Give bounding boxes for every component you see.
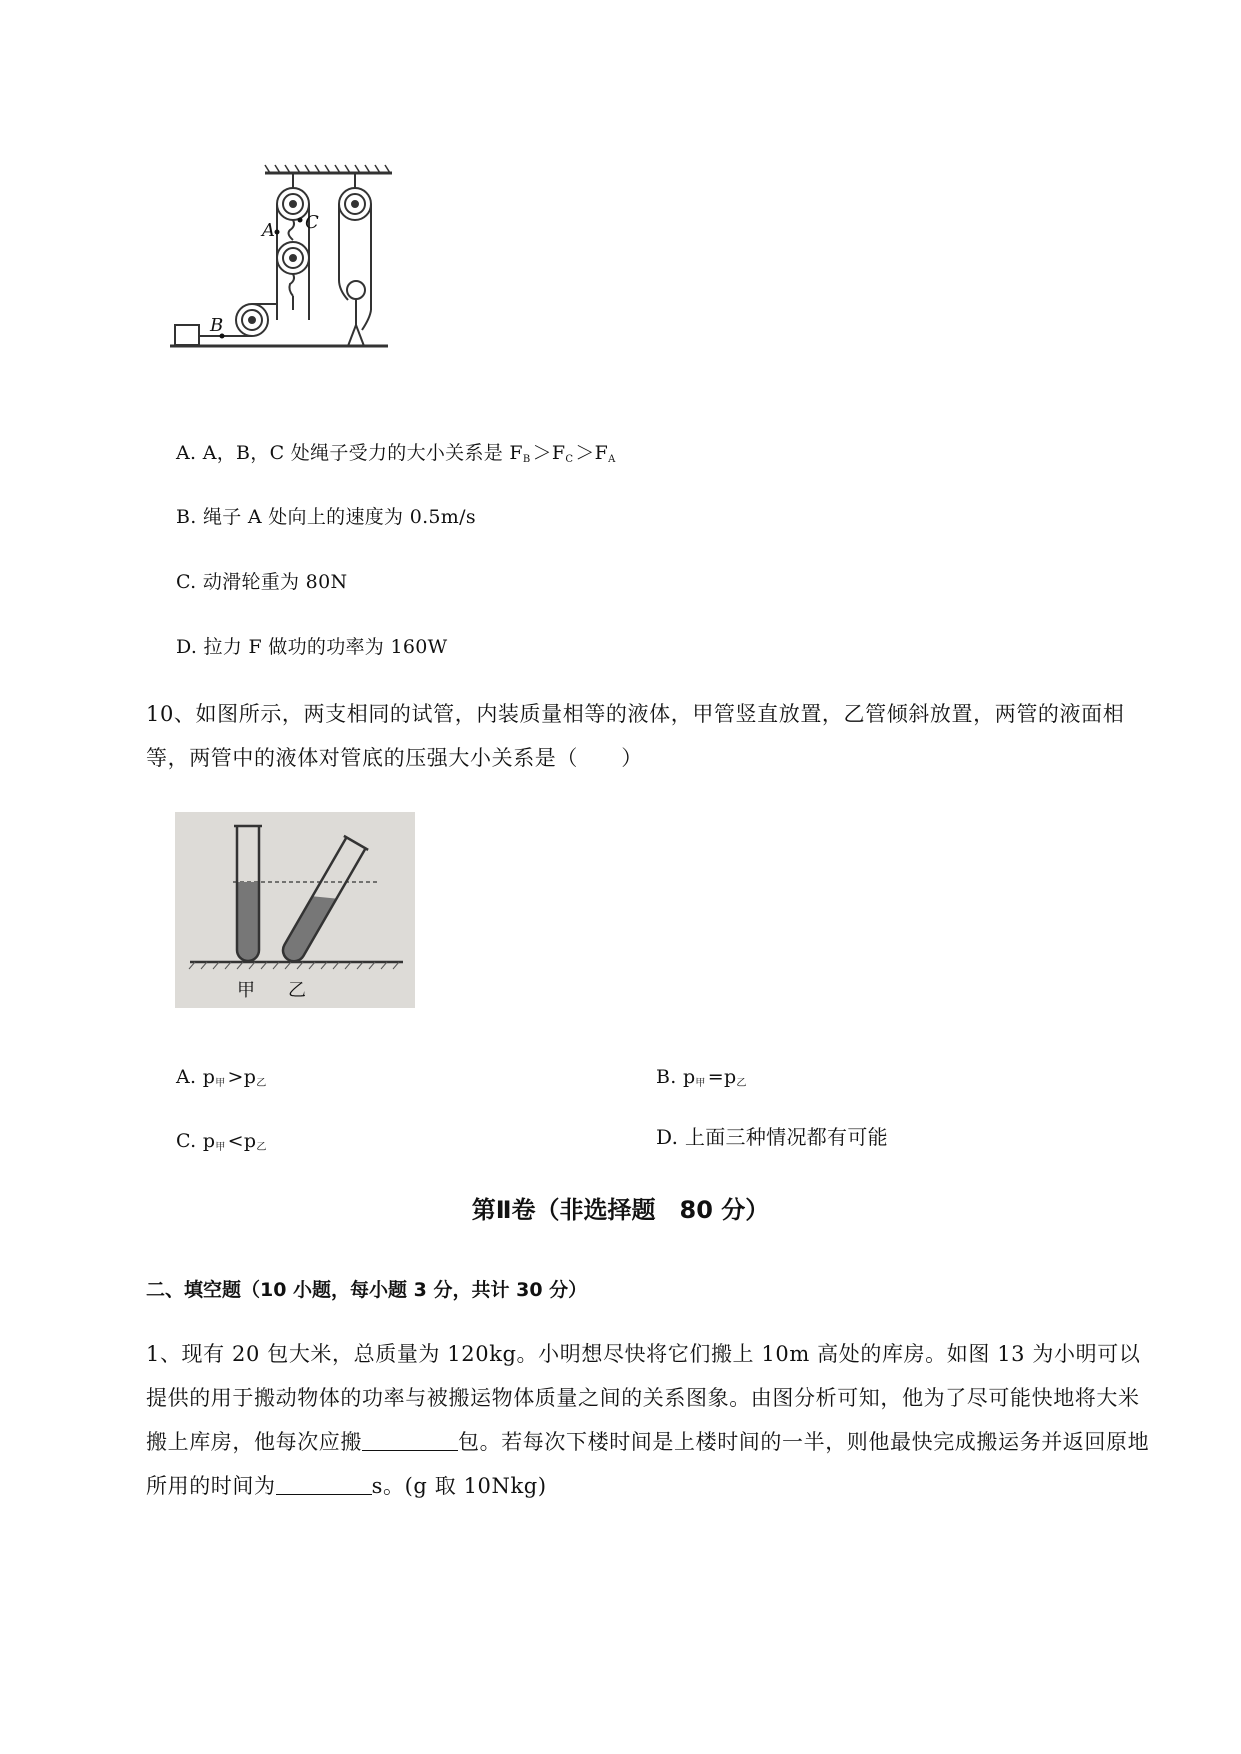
q10-option-b (656, 1064, 749, 1097)
subscript: C (565, 454, 574, 465)
q10-option-a (176, 1064, 269, 1097)
subscript: 乙 (736, 1078, 747, 1089)
q10-option-d (656, 1124, 888, 1150)
figure-label-jia: 甲 (237, 980, 255, 1001)
question-text: 1、现有 20 包大米，总质量为 120kg。小明想尽快将它们搬上 10m 高处的库房。如图 13 为小明可以提供的用于搬动物体的功率与被搬运物体质量之间的关系图象。由图分析可知，他为了尽可能快地将大米搬上库房，他每次应搬 (146, 1342, 1141, 1454)
option-text: 绳子 A 处向上的速度为 0.5m/s (202, 506, 476, 528)
q9-option-a (176, 440, 618, 473)
q10-stem: 10、如图所示，两支相同的试管，内装质量相等的液体，甲管竖直放置，乙管倾斜放置，两管的液面相等，两管中的液体对管底的压强大小关系是（ ） (146, 702, 1125, 770)
option-letter: C. (176, 571, 197, 593)
relation: ＞F (575, 442, 609, 464)
test-tubes-figure (175, 812, 415, 1008)
section-subtitle: 二、填空题（10 小题，每小题 3 分，共计 30 分） (146, 1279, 588, 1301)
relation: <p (227, 1130, 257, 1152)
fill-question-1 (146, 1332, 1156, 1508)
option-text: 上面三种情况都有可能 (684, 1125, 888, 1149)
q9-option-c (176, 569, 347, 595)
subscript: 乙 (256, 1142, 267, 1153)
option-letter: A. (176, 442, 197, 464)
subscript: 甲 (695, 1078, 706, 1089)
q9-option-d (176, 634, 447, 660)
option-p: p (682, 1066, 696, 1088)
figure-label-yi: 乙 (288, 980, 306, 1001)
q9-option-b (176, 504, 476, 530)
option-letter: D. (656, 1125, 679, 1149)
subscript: B (522, 454, 531, 465)
subscript: 甲 (215, 1078, 226, 1089)
pulley-system-figure (170, 160, 440, 400)
option-letter: D. (176, 636, 198, 658)
relation: >p (227, 1066, 257, 1088)
subscript: 甲 (215, 1142, 226, 1153)
option-letter: C. (176, 1130, 197, 1152)
option-letter: B. (656, 1066, 677, 1088)
answer-blank-1[interactable] (362, 1432, 458, 1451)
relation: ＞F (532, 442, 566, 464)
section-title: 第Ⅱ卷（非选择题 80 分） (471, 1196, 770, 1224)
option-letter: B. (176, 506, 197, 528)
option-p: p (202, 1130, 216, 1152)
option-p: p (202, 1066, 216, 1088)
figure-label-a: A (262, 220, 275, 241)
question-text: 包。若每次下楼时间是上楼时间的一半，则他最快完成搬运务并返回原地所用的时间为 (146, 1430, 1150, 1498)
subscript: 乙 (256, 1078, 267, 1089)
option-text: 动滑轮重为 80N (202, 571, 348, 593)
question-text: s。(g 取 10Nkg) (371, 1474, 547, 1498)
option-text: 拉力 F 做功的功率为 160W (203, 636, 448, 658)
q10-option-c (176, 1128, 269, 1161)
figure-label-c: C (305, 212, 319, 233)
relation: =p (707, 1066, 737, 1088)
answer-blank-2[interactable] (276, 1476, 372, 1495)
option-letter: A. (176, 1066, 197, 1088)
subscript: A (608, 454, 616, 465)
figure-label-b: B (210, 315, 224, 336)
option-text: A，B，C 处绳子受力的大小关系是 F (202, 442, 523, 464)
